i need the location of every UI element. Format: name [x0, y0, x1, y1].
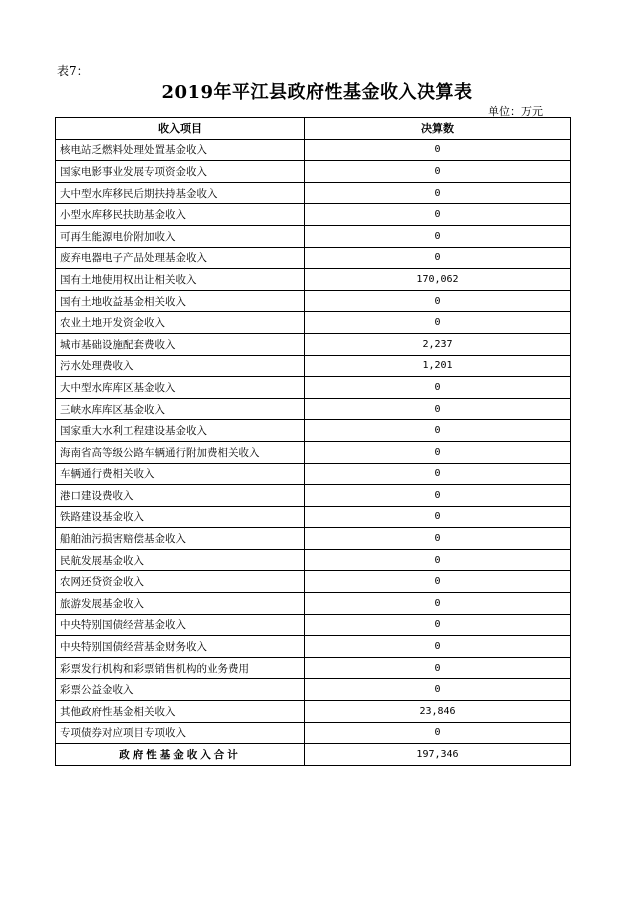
table-row	[56, 312, 571, 334]
table-row	[56, 161, 571, 183]
revenue-item-amount: 0	[305, 182, 571, 204]
table-row	[56, 398, 571, 420]
revenue-item-amount: 0	[305, 657, 571, 679]
table-row	[56, 225, 571, 247]
revenue-item-amount: 0	[305, 528, 571, 550]
revenue-item-amount: 0	[305, 420, 571, 442]
revenue-item-amount: 0	[305, 485, 571, 507]
table-row	[56, 571, 571, 593]
revenue-item-amount: 0	[305, 225, 571, 247]
table-row	[56, 636, 571, 658]
table-row	[56, 657, 571, 679]
table-row	[56, 204, 571, 226]
table-row	[56, 182, 571, 204]
revenue-item-name: 废弃电器电子产品处理基金收入	[56, 247, 305, 269]
revenue-item-amount: 2,237	[305, 333, 571, 355]
revenue-item-name: 中央特别国债经营基金收入	[56, 614, 305, 636]
column-header-item: 收入项目	[56, 118, 305, 140]
table-row	[56, 614, 571, 636]
budget-table	[55, 117, 571, 766]
table-row	[56, 463, 571, 485]
revenue-item-amount: 0	[305, 139, 571, 161]
revenue-item-amount: 0	[305, 614, 571, 636]
revenue-item-amount: 0	[305, 679, 571, 701]
table-row	[56, 290, 571, 312]
revenue-item-name: 大中型水库移民后期扶持基金收入	[56, 182, 305, 204]
revenue-item-amount: 0	[305, 290, 571, 312]
revenue-item-name: 民航发展基金收入	[56, 549, 305, 571]
revenue-item-amount: 0	[305, 463, 571, 485]
table-row	[56, 420, 571, 442]
total-row	[56, 744, 571, 766]
table-row	[56, 333, 571, 355]
table-body	[56, 139, 571, 744]
revenue-item-amount: 0	[305, 593, 571, 615]
table-row	[56, 485, 571, 507]
table-row	[56, 377, 571, 399]
revenue-item-amount: 0	[305, 722, 571, 744]
revenue-item-amount: 0	[305, 441, 571, 463]
page-title: 2019年平江县政府性基金收入决算表	[161, 82, 473, 103]
revenue-item-amount: 170,062	[305, 269, 571, 291]
revenue-item-name: 港口建设费收入	[56, 485, 305, 507]
revenue-item-amount: 0	[305, 161, 571, 183]
table-row	[56, 441, 571, 463]
column-header-amount: 决算数	[305, 118, 571, 140]
revenue-item-amount: 23,846	[305, 701, 571, 723]
revenue-item-name: 专项债券对应项目专项收入	[56, 722, 305, 744]
revenue-item-name: 污水处理费收入	[56, 355, 305, 377]
revenue-item-name: 农网还贷资金收入	[56, 571, 305, 593]
revenue-item-amount: 0	[305, 549, 571, 571]
header-row	[56, 118, 571, 140]
table-row	[56, 139, 571, 161]
revenue-item-name: 国家电影事业发展专项资金收入	[56, 161, 305, 183]
table-row	[56, 355, 571, 377]
revenue-item-name: 农业土地开发资金收入	[56, 312, 305, 334]
table-number: 表7：	[57, 64, 89, 78]
revenue-item-name: 其他政府性基金相关收入	[56, 701, 305, 723]
unit-label: 单位：万元	[488, 105, 543, 118]
revenue-item-name: 可再生能源电价附加收入	[56, 225, 305, 247]
revenue-item-name: 彩票发行机构和彩票销售机构的业务费用	[56, 657, 305, 679]
revenue-item-name: 旅游发展基金收入	[56, 593, 305, 615]
total-amount: 197,346	[305, 744, 571, 766]
revenue-item-name: 国有土地使用权出让相关收入	[56, 269, 305, 291]
revenue-item-name: 城市基础设施配套费收入	[56, 333, 305, 355]
revenue-item-name: 车辆通行费相关收入	[56, 463, 305, 485]
revenue-item-name: 海南省高等级公路车辆通行附加费相关收入	[56, 441, 305, 463]
revenue-item-amount: 0	[305, 377, 571, 399]
table-row	[56, 593, 571, 615]
revenue-item-amount: 0	[305, 204, 571, 226]
table-row	[56, 549, 571, 571]
revenue-item-amount: 1,201	[305, 355, 571, 377]
revenue-item-amount: 0	[305, 571, 571, 593]
revenue-item-amount: 0	[305, 312, 571, 334]
table-row	[56, 679, 571, 701]
revenue-item-name: 国家重大水利工程建设基金收入	[56, 420, 305, 442]
revenue-item-name: 铁路建设基金收入	[56, 506, 305, 528]
table-row	[56, 528, 571, 550]
total-label: 政府性基金收入合计	[56, 744, 305, 766]
revenue-item-name: 彩票公益金收入	[56, 679, 305, 701]
revenue-item-name: 三峡水库库区基金收入	[56, 398, 305, 420]
revenue-item-name: 船舶油污损害赔偿基金收入	[56, 528, 305, 550]
revenue-item-name: 核电站乏燃料处理处置基金收入	[56, 139, 305, 161]
table-row	[56, 247, 571, 269]
table-row	[56, 722, 571, 744]
revenue-item-name: 大中型水库库区基金收入	[56, 377, 305, 399]
table-row	[56, 506, 571, 528]
revenue-item-amount: 0	[305, 398, 571, 420]
revenue-item-amount: 0	[305, 247, 571, 269]
table-row	[56, 269, 571, 291]
revenue-item-amount: 0	[305, 506, 571, 528]
revenue-item-amount: 0	[305, 636, 571, 658]
revenue-item-name: 国有土地收益基金相关收入	[56, 290, 305, 312]
table-row	[56, 701, 571, 723]
revenue-item-name: 小型水库移民扶助基金收入	[56, 204, 305, 226]
revenue-item-name: 中央特别国债经营基金财务收入	[56, 636, 305, 658]
